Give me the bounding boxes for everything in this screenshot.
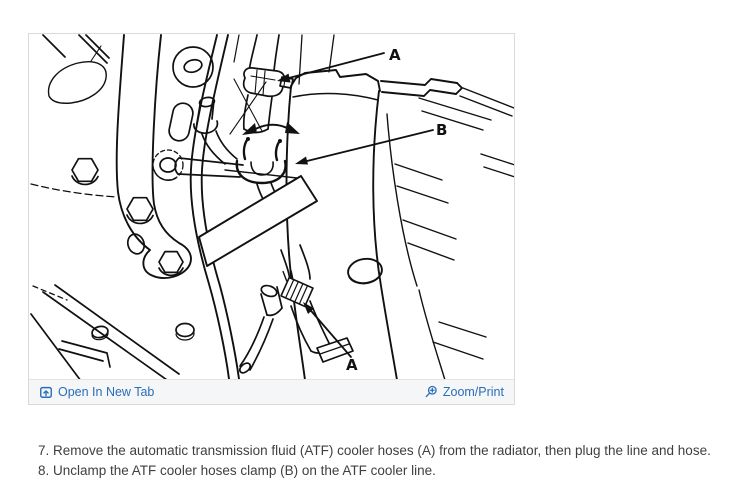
label-a-bottom: A — [346, 356, 358, 374]
clamp-a-top — [244, 68, 293, 96]
open-in-new-tab-link[interactable] — [39, 385, 154, 399]
atf-cooler-hose-diagram — [29, 34, 514, 379]
subframe-rail — [117, 35, 239, 379]
figure-viewer — [28, 33, 515, 405]
open-in-new-tab-label: Open In New Tab — [58, 385, 155, 399]
fan-shroud-hatching — [387, 88, 514, 379]
label-a-top: A — [389, 46, 401, 64]
instruction-steps — [38, 441, 738, 481]
zoom-print-label: Zoom/Print — [442, 385, 504, 399]
diagram-drawing — [29, 34, 514, 379]
magnifier-plus-icon — [424, 385, 438, 399]
swivel-arrow — [242, 122, 300, 135]
radiator-hose — [287, 70, 463, 379]
zoom-print-link[interactable] — [424, 385, 504, 399]
atf-hose-top — [230, 35, 334, 134]
label-b: B — [436, 121, 448, 139]
open-in-new-tab-icon — [39, 385, 53, 399]
instruction-step-7: 7. Remove the automatic transmission fluid (ATF) cooler hoses (A) from the radiator, then plug the line and hose. — [38, 443, 711, 458]
pointer-b — [295, 130, 433, 165]
instruction-step-8: 8. Unclamp the ATF cooler hoses clamp (B) on the ATF cooler line. — [38, 463, 436, 478]
frame-top-left — [43, 35, 109, 103]
figure-toolbar — [29, 379, 514, 404]
